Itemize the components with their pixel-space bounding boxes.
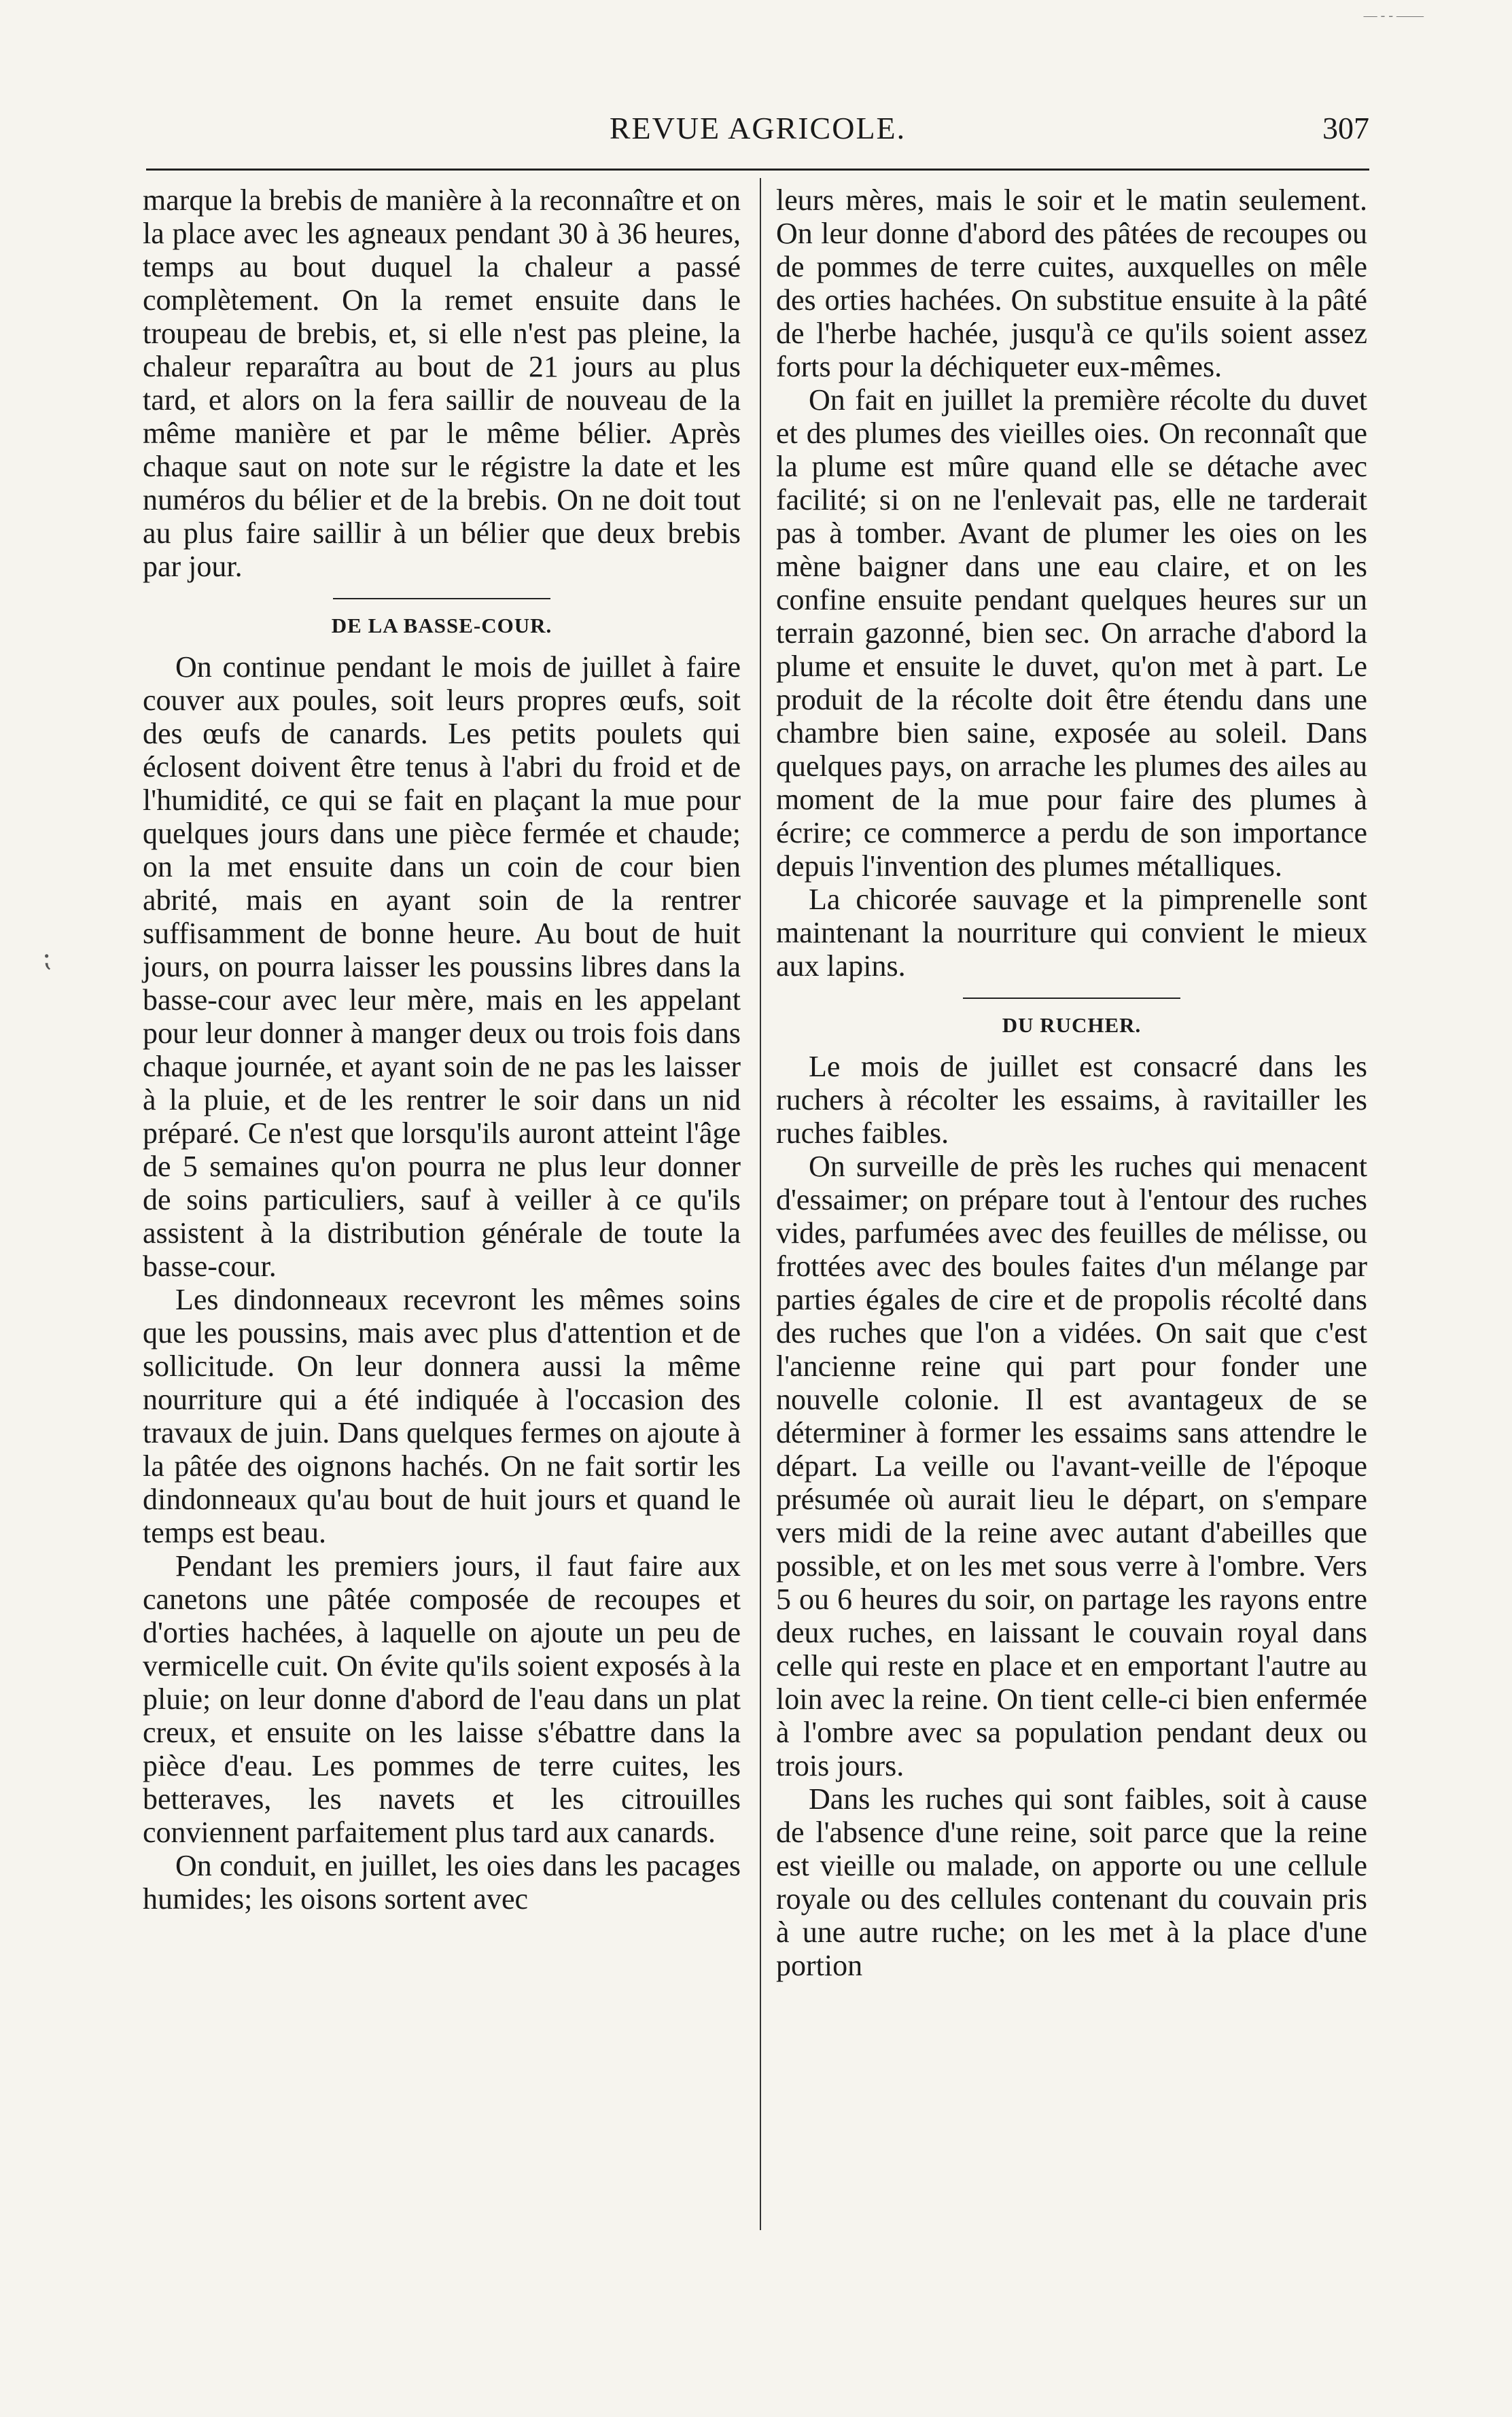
paragraph: Pendant les premiers jours, il faut faire aux canetons une pâtée composée de recoupes et d'orties hachées, à laquelle on ajoute un peu de vermicelle cuit. On évite qu'ils soient exposés à la pluie; on leur donne d'abord de l'eau dans un plat creux, et ensuite on les laisse s'ébattre dans la pièce d'eau. Les pommes de terre cuites, les betteraves, les navets et les citrouilles conviennent parfaitement plus tard aux canards. [143, 1549, 741, 1849]
paragraph: On conduit, en juillet, les oies dans les pacages humides; les oisons sortent avec [143, 1849, 741, 1916]
section-title-basse-cour: DE LA BASSE-COUR. [331, 614, 552, 637]
section-rule [963, 998, 1180, 999]
section-title-rucher: DU RUCHER. [1002, 1013, 1142, 1037]
page-number: 307 [1322, 111, 1369, 145]
paragraph: Les dindonneaux recevront les mêmes soins que les poussins, mais avec plus d'attention et de sollicitude. On leur donnera aussi la même nourriture qui a été indiquée à l'occasion des travaux de juin. Dans quelques fermes on ajoute à la pâtée des oignons hachés. On ne fait sortir les dindonneaux qu'au bout de huit jours et quand le temps est beau. [143, 1283, 741, 1549]
header-rule [146, 169, 1369, 171]
corner-scan-mark: — - - —— [1363, 8, 1424, 23]
column-divider [760, 178, 761, 2230]
running-title: REVUE AGRICOLE. [609, 111, 907, 145]
paragraph: marque la brebis de manière à la reconnaître et on la place avec les agneaux pendant 30 à 36 heures, temps au bout duquel la chaleur a passé complètement. On la remet ensuite dans le troupeau de brebis, et, si elle n'est pas pleine, la chaleur reparaîtra au bout de 21 jours au plus tard, et alors on la fera saillir de nouveau de la même manière et par le même bélier. Après chaque saut on note sur le régistre la date et les numéros du bélier et de la brebis. On ne doit tout au plus faire saillir à un bélier que deux brebis par jour. [143, 183, 741, 583]
paragraph: On continue pendant le mois de juillet à faire couver aux poules, soit leurs propres œufs, soit des œufs de canards. Les petits poulets qui éclosent doivent être tenus à l'abri du froid et de l'humidité, ce qui se fait en plaçant la mue pour quelques jours dans une pièce fermée et chaude; on la met ensuite dans un coin de cour bien abrité, mais en ayant soin de la rentrer suffisamment de bonne heure. Au bout de huit jours, on pourra laisser les poussins libres dans la basse-cour avec leur mère, mais en les appelant pour leur donner à manger deux ou trois fois dans chaque journée, et ayant soin de ne pas les laisser à la pluie, et de les rentrer le soir dans un nid préparé. Ce n'est que lorsqu'ils auront atteint l'âge de 5 semaines qu'on pourra ne plus leur donner de soins particuliers, sauf à veiller à ce qu'ils assistent à la distribution générale de toute la basse-cour. [143, 650, 741, 1283]
section-rule [333, 598, 550, 599]
paragraph: Le mois de juillet est consacré dans les ruchers à récolter les essaims, à ravitailler les ruches faibles. [776, 1050, 1367, 1150]
left-column [143, 183, 741, 1916]
paragraph: On surveille de près les ruches qui menacent d'essaimer; on prépare tout à l'entour des ruches vides, parfumées avec des feuilles de mélisse, ou frottées avec des boules faites d'un mélange par parties égales de cire et de propolis récolté dans des ruches que l'on a vidées. On sait que c'est l'ancienne reine qui part pour fonder une nouvelle colonie. Il est avantageux de se déterminer à former les essaims sans attendre le départ. La veille ou l'avant-veille de l'époque présumée où aurait lieu le départ, on s'empare vers midi de la reine avec autant d'abeilles que possible, et on les met sous verre à l'ombre. Vers 5 ou 6 heures du soir, on partage les rayons entre deux ruches, en laissant le couvain royal dans celle qui reste en place et en emportant l'autre au loin avec la reine. On tient celle-ci bien enfermée à l'ombre avec sa population pendant deux ou trois jours. [776, 1150, 1367, 1782]
paragraph: Dans les ruches qui sont faibles, soit à cause de l'absence d'une reine, soit parce que la reine est vieille ou malade, on apporte ou une cellule royale ou des cellules contenant du couvain pris à une autre ruche; on les met à la place d'une portion [776, 1782, 1367, 1982]
paragraph: La chicorée sauvage et la pimprenelle sont maintenant la nourriture qui convient le mieux aux lapins. [776, 883, 1367, 983]
margin-mark: ⁏ [42, 942, 52, 972]
page-header [146, 102, 1369, 156]
right-column [776, 183, 1367, 1982]
paragraph: On fait en juillet la première récolte du duvet et des plumes des vieilles oies. On reconnaît que la plume est mûre quand elle se détache avec facilité; si on ne l'enlevait pas, elle ne tarderait pas à tomber. Avant de plumer les oies on les mène baigner dans une eau claire, et on les confine ensuite pendant quelques heures sur un terrain gazonné, bien sec. On arrache d'abord la plume et ensuite le duvet, qu'on met à part. Le produit de la récolte doit être étendu dans une chambre bien saine, exposée au soleil. Dans quelques pays, on arrache les plumes des ailes au moment de la mue pour faire des plumes à écrire; ce commerce a perdu de son importance depuis l'invention des plumes métalliques. [776, 383, 1367, 883]
paragraph: leurs mères, mais le soir et le matin seulement. On leur donne d'abord des pâtées de recoupes ou de pommes de terre cuites, auxquelles on mêle des orties hachées. On substitue ensuite à la pâté de l'herbe hachée, jusqu'à ce qu'ils soient assez forts pour la déchiqueter eux-mêmes. [776, 183, 1367, 383]
